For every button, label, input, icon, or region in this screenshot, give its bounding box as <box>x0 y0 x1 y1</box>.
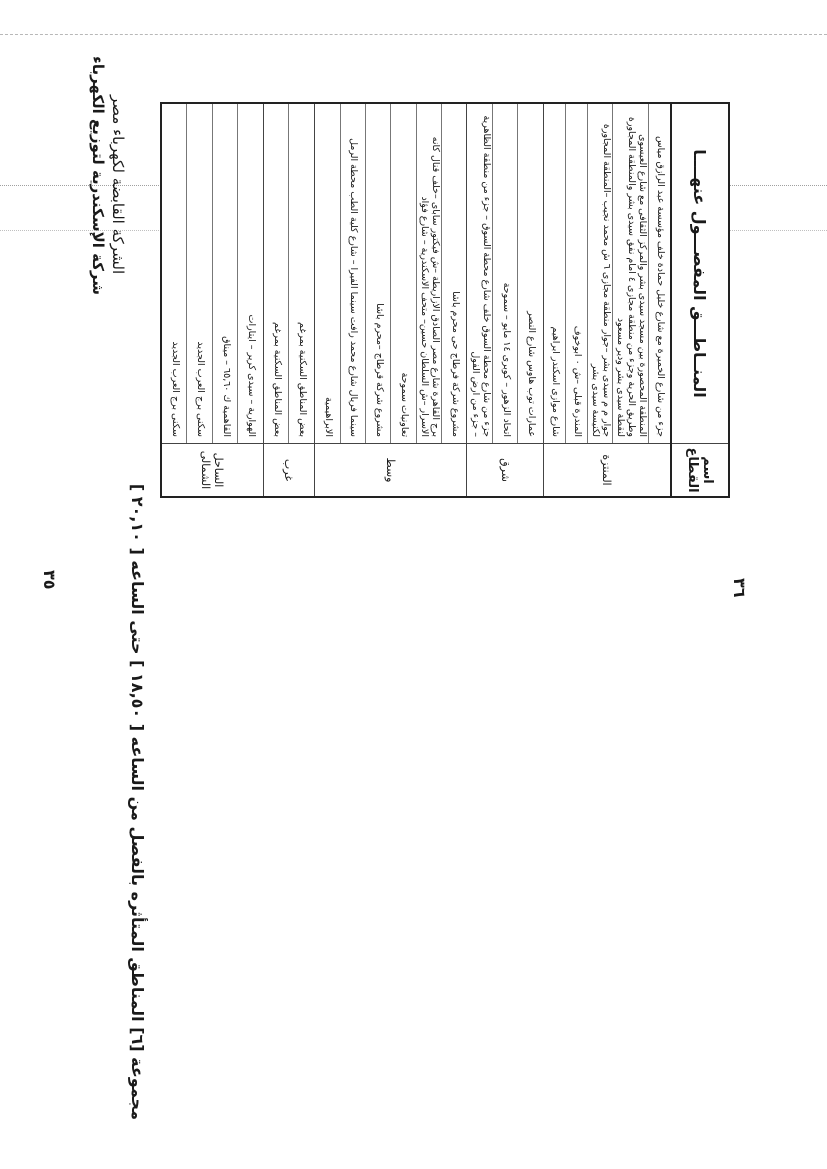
table-header-row <box>670 104 728 496</box>
areas-cell <box>467 104 543 443</box>
sector-column-header: اسم القطاع <box>672 443 728 496</box>
page-number-36: ٣٦ <box>730 578 749 598</box>
area-item: جوار م م سيدى بشر –جوار منطقة مجازى ٦ ش محمد نجيب –المنطقة المجاورة لكنيسة سيدى بشر <box>587 104 612 443</box>
sector-cell: الساحل الشمالى <box>162 443 263 496</box>
areas-cell <box>544 104 670 443</box>
area-item: مشروع شركة قرطاج –محرم باشا <box>365 104 390 443</box>
area-item: الابراهيمية <box>322 397 334 437</box>
area-item: مشروع شركة فرطاج حى محرم باشا <box>441 104 466 443</box>
area-item: عمارات توب هاوس شارع النصر <box>517 104 543 443</box>
table-row <box>543 104 670 496</box>
area-item: المنطقة المحصورة بين مسجد سيدى بشر والمركز الثقافى مع شارع العيسوى وطريق الحرية وجزء من منطقة مجازى ٤ امام نفق سيدى بشر والمنطقة المجاورة لنقطة سيدى بشر ودير مسعود <box>612 104 648 443</box>
area-item: الهوارية – سيدى كرير – ايتارات <box>237 104 262 443</box>
area-item: اتحاد الزهور – كوبرى ١٤ مايو – سموحة <box>492 104 518 443</box>
area-item: بعض المناطق السكنية بمرغم <box>271 322 283 437</box>
area-item: شارع موازى اسكندر ابراهيم <box>550 326 562 437</box>
area-item: المندرة قبلى –ش ٠ ابوخوف <box>565 104 587 443</box>
company-header-line2: شركة الإسكندرية لتوزيع الكهرباء <box>89 56 107 295</box>
area-item: القاهمية ك ٦٥,٦٠ – ميناق <box>212 104 237 443</box>
table-row <box>466 104 543 496</box>
sector-cell: وسط <box>315 443 466 496</box>
sector-cell: شرق <box>467 443 543 496</box>
table-body <box>162 104 670 496</box>
areas-cell <box>315 104 466 443</box>
sector-cell: المنتزة <box>544 443 670 496</box>
area-item: سكنى برج العرب الجديد <box>186 104 211 443</box>
areas-cell <box>264 104 314 443</box>
area-item: تعاونيات سموحة <box>390 104 415 443</box>
area-item: برج القاهرة شارع مصر الصادق الازاريطة –ش فيكتور ساباى –خلف قنال كانه الاسرار –ش السلطان حسين– متحف الاسكندرية – شارع فؤاد <box>416 104 441 443</box>
group-caption: مجموعة [٦] المناطق المتأثره بالفصل من الساعه [ ١٨,٥٠ ] حتى الساعه [ ٢٠,١٠ ] <box>128 483 147 1120</box>
page-number-35: ٣٥ <box>40 570 59 590</box>
table-row <box>263 104 314 496</box>
company-header-line1: الشركة القابضة لكهرباء مصر <box>109 95 127 275</box>
area-item: سينما فريال شارع محمد رافت سينما الفيرا – شارع كلية الطب محطة الرمل <box>340 104 365 443</box>
area-item: سكنى برج العرب الجديد <box>169 341 181 437</box>
table-row <box>162 104 263 496</box>
table-row <box>314 104 466 496</box>
outage-table <box>160 102 730 498</box>
area-item: جزء من شارع محطة السوق خلف شارع محطة السوق – جزء من منطقة الظاهرية – جزء من ارض الفول <box>469 115 492 437</box>
areas-cell <box>162 104 263 443</box>
area-item: جزء من شارع الخميرة مع شارع خليل حمادة خلف مؤسسة عبد الرازق مياس <box>648 104 670 443</box>
areas-column-header: المنــاطـــق المفصـــول عنهــــا <box>690 149 710 398</box>
area-item: بعض المناطق السكنية بمرغم <box>289 104 315 443</box>
sector-cell: غرب <box>264 443 314 496</box>
